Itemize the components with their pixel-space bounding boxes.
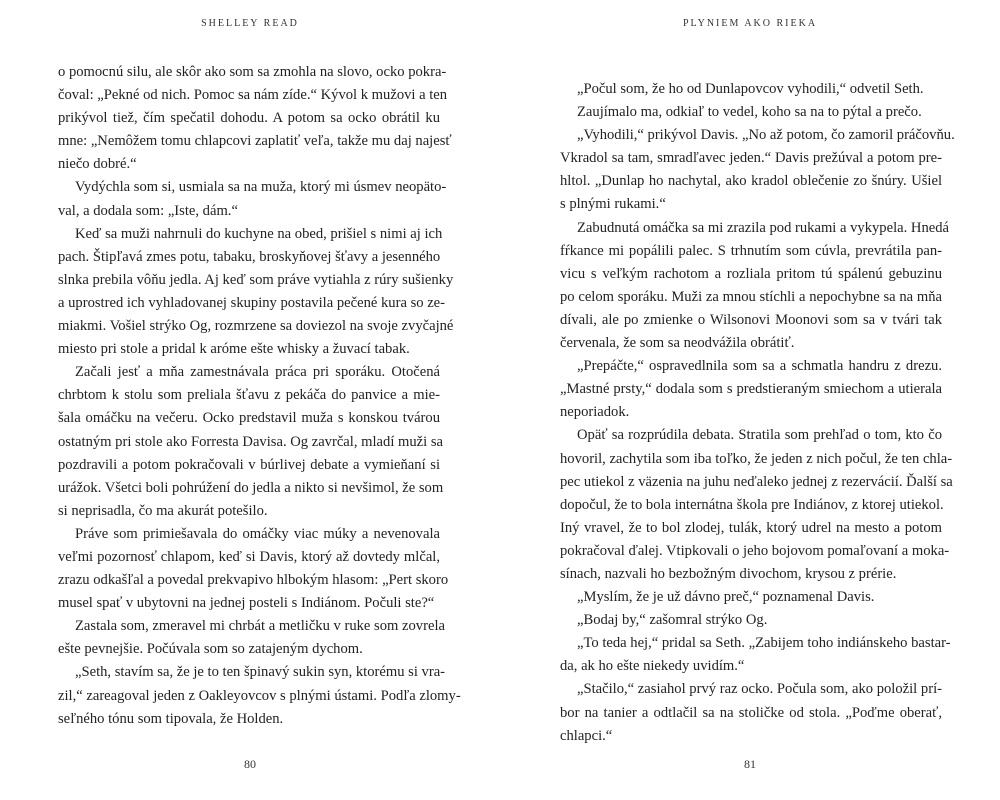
text-line: „Mastné prsty,“ dodala som s predstieraným smiechom a utierala: [560, 381, 942, 398]
text-line: bor na tanier a odtlačil sa na stoličke od stola. „Poďme oberať,: [560, 704, 942, 721]
text-line: Keď sa muži nahrnuli do kuchyne na obed, prišiel s nimi aj ich: [75, 225, 443, 242]
text-line: „Myslím, že je už dávno preč,“ poznamenal Davis.: [577, 589, 875, 606]
paragraph: [58, 176, 447, 222]
right-page: [500, 0, 1000, 800]
text-line: slnka prebila vôňu jedla. Aj keď som práve vytiahla z rúry sušienky: [58, 271, 454, 288]
paragraph: [560, 586, 942, 609]
text-line: „Počul som, že ho od Dunlapovcov vyhodili,“ odvetil Seth.: [577, 81, 924, 97]
left-page-body: [58, 61, 461, 731]
text-line: miesto pri stole a pridal k aróme ešte whisky a žuvací tabak.: [58, 341, 410, 358]
text-line: zil,“ zareagoval jeden z Oakleyovcov s plnými ústami. Podľa zlomy-: [58, 687, 461, 704]
text-line: Zabudnutá omáčka sa mi zrazila pod rukami a vykypela. Hnedá: [577, 219, 949, 236]
text-line: s plnými rukami.“: [560, 196, 666, 213]
paragraph: [58, 223, 454, 362]
text-line: Začali jesť a mňa zamestnávala práca pri sporáku. Otočená: [75, 364, 440, 381]
paragraph: [560, 632, 951, 678]
text-line: ešte pevnejšie. Počúvala som so zatajeným dychom.: [58, 641, 363, 658]
text-line: čoval: „Pekné od nich. Pomoc sa nám zíde.“ Kývol k mužovi a ten: [58, 87, 448, 104]
text-line: si neprisadla, čo ma akurát potešilo.: [58, 502, 268, 519]
text-line: seľného tónu som tipovala, že Holden.: [58, 710, 284, 727]
text-line: Zastala som, zmeravel mi chrbát a metličku v ruke som zovrela: [75, 618, 445, 635]
text-line: pec utiekol z väzenia na juhu neďaleko jednej z rezervácií. Ďalší sa: [560, 473, 953, 490]
text-line: sínach, nazvali ho bezbožným divochom, krysou z prérie.: [560, 565, 897, 582]
text-line: Opäť sa rozprúdila debata. Stratila som prehľad o tom, kto čo: [577, 427, 942, 444]
text-line: červenala, že som sa neodvážila obrátiť.: [560, 335, 795, 352]
text-line: urážok. Všetci boli pohrúžení do jedla a nikto si nevšimol, že som: [58, 479, 444, 496]
text-line: chrbtom k stolu som preliala šťavu z pekáča do panvice a mie-: [58, 387, 440, 404]
text-line: veľmi pozornosť chlapom, keď si Davis, ktorý až dovtedy mlčal,: [58, 548, 440, 565]
page-number: 80: [244, 757, 256, 771]
text-line: pokračoval ďalej. Vtipkovali o jeho bojovom pomaľovaní a moka-: [560, 542, 950, 559]
text-line: miakmi. Vošiel strýko Og, rozmrzene sa doviezol na svoje zvyčajné: [58, 318, 454, 335]
text-line: dívali, ale po zmienke o Wilsonovi Moonovi som sa v tvári tak: [560, 311, 942, 328]
text-line: prikývol tiež, čím spečatil dohodu. A potom sa ocko obrátil ku: [58, 110, 440, 127]
text-line: „Bodaj by,“ zašomral strýko Og.: [577, 612, 768, 629]
text-line: šala omáčku na večeru. Ocko predstavil muža s konskou tvárou: [58, 410, 440, 427]
text-line: Vydýchla som si, usmiala sa na muža, ktorý mi úsmev neopäto-: [75, 179, 447, 196]
text-line: Iný vravel, že to bol zlodej, tulák, ktorý udrel na mesto a potom: [560, 519, 942, 536]
text-line: o pomocnú silu, ale skôr ako som sa zmohla na slovo, ocko pokra-: [58, 64, 447, 80]
text-line: hltol. „Dunlap ho nachytal, ako kradol oblečenie zo šnúry. Ušiel: [560, 173, 942, 190]
right-page-body: [560, 78, 955, 748]
text-line: pozdravili a potom pokračovali v búrlivej debate a vymieňaní si: [58, 456, 440, 473]
paragraph: [560, 424, 953, 586]
page-number: 81: [744, 757, 756, 771]
paragraph: [58, 361, 444, 523]
text-line: po celom sporáku. Muži za mnou stíchli a nepochybne sa na mňa: [560, 288, 942, 305]
text-line: mne: „Nemôžem tomu chlapcovi zaplatiť veľa, takže mu daj najesť: [58, 133, 452, 150]
text-line: hovoril, zachytila som iba toľko, že jeden z nich počul, že ten chla-: [560, 450, 953, 467]
text-line: „Vyhodili,“ prikývol Davis. „No až potom, čo zamoril práčovňu.: [577, 127, 955, 144]
text-line: chlapci.“: [560, 727, 613, 744]
text-line: Práve som primiešavala do omáčky viac múky a nevenovala: [75, 525, 440, 542]
paragraph: [58, 615, 445, 661]
paragraph: [560, 678, 942, 747]
paragraph: [58, 61, 452, 176]
paragraph: [560, 609, 942, 632]
text-line: Vkradol sa tam, smradľavec jeden.“ Davis prežúval a potom pre-: [560, 150, 942, 167]
text-line: vicu s veľkým rachotom a rozliala pritom tú spálenú gebuzinu: [560, 265, 942, 282]
text-line: „Stačilo,“ zasiahol prvý raz ocko. Počula som, ako položil prí-: [577, 681, 942, 698]
paragraph: [58, 661, 461, 730]
text-line: musel spať v ubytovni na jednej posteli s Indiánom. Počuli ste?“: [58, 595, 435, 612]
text-line: ostatným pri stole ako Forresta Davisa. Og zavrčal, mladí muži sa: [58, 433, 444, 450]
text-line: „To teda hej,“ pridal sa Seth. „Zabijem toho indiánskeho bastar-: [577, 635, 951, 652]
text-line: fŕkance mi popálili palec. S trhnutím som cúvla, prevrátila pan-: [560, 242, 942, 259]
running-head-author: SHELLEY READ: [201, 18, 299, 29]
paragraph: [560, 101, 942, 124]
text-line: „Seth, stavím sa, že je to ten špinavý sukin syn, ktorému si vra-: [75, 664, 446, 681]
text-line: neporiadok.: [560, 404, 630, 421]
paragraph: [58, 523, 449, 615]
text-line: dopočul, že to bola internátna škola pre Indiánov, z ktorej utiekol.: [560, 496, 944, 513]
text-line: niečo dobré.“: [58, 156, 137, 173]
paragraph: [560, 355, 942, 424]
text-line: pach. Štipľavá zmes potu, tabaku, broskyňovej šťavy a jesenného: [58, 248, 441, 265]
text-line: Zaujímalo ma, odkiaľ to vedel, koho sa na to pýtal a prečo.: [577, 104, 922, 121]
paragraph: [560, 78, 942, 101]
paragraph: [560, 217, 949, 356]
text-line: zrazu odkašľal a povedal prekvapivo hlbokým hlasom: „Pert skoro: [58, 572, 449, 589]
text-line: „Prepáčte,“ ospravedlnila som sa a schmatla handru z drezu.: [577, 358, 942, 375]
paragraph: [560, 124, 955, 216]
text-line: val, a dodala som: „Iste, dám.“: [58, 202, 238, 219]
text-line: da, ak ho ešte niekedy uvidím.“: [560, 658, 745, 675]
text-line: a uprostred ich vyhladovanej skupiny postavila pečené kura so ze-: [58, 294, 446, 311]
running-head-title: PLYNIEM AKO RIEKA: [682, 18, 818, 29]
